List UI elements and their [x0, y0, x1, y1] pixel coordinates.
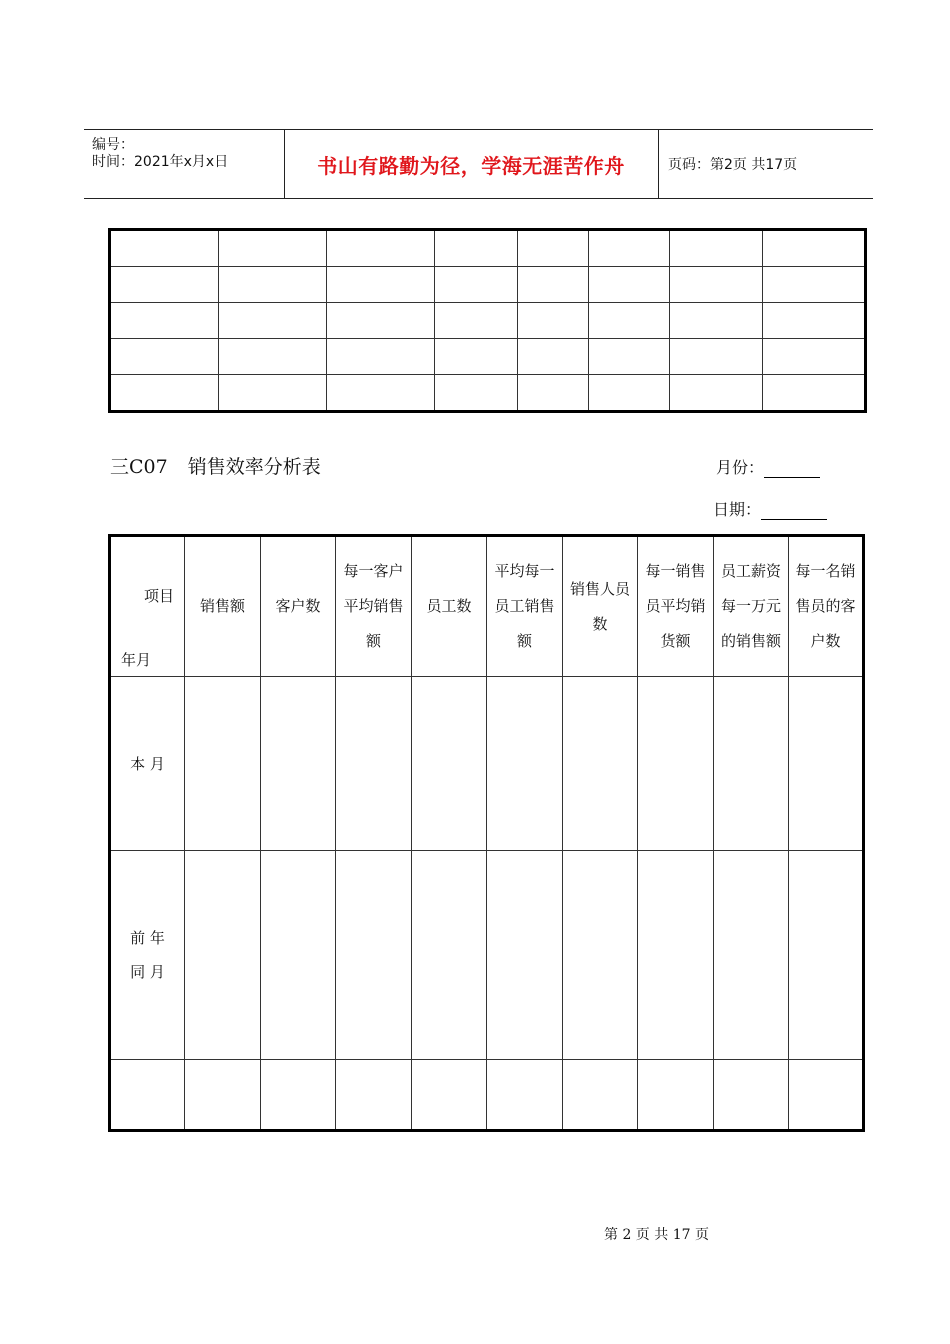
table-cell[interactable]: [435, 267, 518, 303]
column-header: 每一客户 平均销售 额: [336, 536, 412, 677]
column-header: 销售额: [185, 536, 261, 677]
section-code: 三C07: [110, 456, 168, 478]
table-cell[interactable]: [110, 230, 219, 267]
table-cell[interactable]: [327, 267, 435, 303]
table-cell[interactable]: [110, 339, 219, 375]
table-row: [110, 339, 866, 375]
table-cell[interactable]: [763, 303, 866, 339]
table-cell[interactable]: [638, 851, 714, 1060]
page-footer: 第 2 页 共 17 页: [604, 1227, 709, 1243]
table-cell[interactable]: [670, 303, 763, 339]
table-cell[interactable]: [670, 339, 763, 375]
table-row: [110, 375, 866, 412]
table-cell[interactable]: [638, 677, 714, 851]
table-cell[interactable]: [219, 230, 327, 267]
table-cell[interactable]: [327, 230, 435, 267]
sales-efficiency-table: [108, 534, 865, 1132]
column-header: 每一销售 员平均销 货额: [638, 536, 714, 677]
column-header: 员工数: [412, 536, 487, 677]
table-cell[interactable]: [110, 267, 219, 303]
table-cell[interactable]: [110, 375, 219, 412]
month-field: [716, 455, 820, 478]
row-label: [110, 677, 185, 851]
table-cell[interactable]: [435, 339, 518, 375]
row-label: [110, 851, 185, 1060]
table-cell[interactable]: [261, 677, 336, 851]
table-row: [110, 230, 866, 267]
table-cell[interactable]: [518, 267, 589, 303]
table-cell[interactable]: [327, 339, 435, 375]
table-cell[interactable]: [219, 303, 327, 339]
table-cell[interactable]: [336, 851, 412, 1060]
table-cell[interactable]: [435, 303, 518, 339]
table-cell[interactable]: [589, 303, 670, 339]
table-row: [110, 1060, 864, 1131]
table-cell[interactable]: [670, 267, 763, 303]
table-cell[interactable]: [763, 230, 866, 267]
date-label: 日期：: [713, 500, 762, 519]
table-row: [110, 677, 864, 851]
corner-top-label: 项目: [143, 587, 174, 605]
column-header: 每一名销 售员的客 户数: [789, 536, 864, 677]
table-cell[interactable]: [763, 375, 866, 412]
time-label: 时间：2021年x月x日: [92, 154, 229, 170]
table-cell[interactable]: [412, 851, 487, 1060]
table-cell[interactable]: [589, 230, 670, 267]
table-cell[interactable]: [327, 375, 435, 412]
header-motto: 书山有路勤为径，学海无涯苦作舟: [284, 130, 659, 198]
table-cell[interactable]: [518, 339, 589, 375]
table-cell[interactable]: [714, 1060, 789, 1131]
table-cell[interactable]: [336, 677, 412, 851]
table-cell[interactable]: [261, 851, 336, 1060]
table-cell[interactable]: [435, 230, 518, 267]
table-cell[interactable]: [435, 375, 518, 412]
table-cell[interactable]: [412, 677, 487, 851]
table-cell[interactable]: [563, 1060, 638, 1131]
table-cell[interactable]: [185, 677, 261, 851]
table-cell[interactable]: [219, 339, 327, 375]
table-cell[interactable]: [563, 677, 638, 851]
table-cell[interactable]: [714, 677, 789, 851]
table-row: [110, 303, 866, 339]
month-label: 月份：: [716, 458, 765, 477]
row-label-line: 本 月: [130, 754, 165, 773]
header-page-info: 页码：第2页 共17页: [668, 157, 798, 173]
table-cell[interactable]: [789, 1060, 864, 1131]
table-cell[interactable]: [110, 303, 219, 339]
previous-table-continuation: [108, 228, 867, 413]
table-cell[interactable]: [518, 230, 589, 267]
table-cell[interactable]: [487, 677, 563, 851]
table-cell[interactable]: [763, 267, 866, 303]
table-cell[interactable]: [185, 1060, 261, 1131]
date-field: [713, 497, 827, 520]
table-cell[interactable]: [185, 851, 261, 1060]
table-cell[interactable]: [789, 677, 864, 851]
date-blank[interactable]: [761, 501, 827, 520]
table-cell[interactable]: [487, 851, 563, 1060]
corner-cell: [110, 536, 185, 677]
section-name: 销售效率分析表: [187, 456, 321, 478]
table-cell[interactable]: [412, 1060, 487, 1131]
table-cell[interactable]: [487, 1060, 563, 1131]
table-row: [110, 267, 866, 303]
column-header: 平均每一 员工销售 额: [487, 536, 563, 677]
table-cell[interactable]: [563, 851, 638, 1060]
row-label-line: 同 月: [130, 963, 165, 981]
table-cell[interactable]: [336, 1060, 412, 1131]
table-cell[interactable]: [219, 267, 327, 303]
number-label: 编号：: [92, 137, 134, 153]
corner-bottom-label: 年月: [121, 651, 152, 669]
table-cell[interactable]: [261, 1060, 336, 1131]
table-cell[interactable]: [518, 375, 589, 412]
month-blank[interactable]: [764, 459, 820, 478]
row-label-line: 前 年: [130, 929, 165, 947]
row-label: [110, 1060, 185, 1131]
table-cell[interactable]: [638, 1060, 714, 1131]
table-cell[interactable]: [670, 375, 763, 412]
document-header: [84, 129, 873, 199]
table-row: [110, 851, 864, 1060]
header-meta: [84, 130, 285, 198]
table-cell[interactable]: [763, 339, 866, 375]
table-cell[interactable]: [789, 851, 864, 1060]
table-cell[interactable]: [219, 375, 327, 412]
table-cell[interactable]: [518, 303, 589, 339]
table-cell[interactable]: [589, 375, 670, 412]
column-header: 客户数: [261, 536, 336, 677]
column-header: 销售人员 数: [563, 536, 638, 677]
table-cell[interactable]: [670, 230, 763, 267]
table-cell[interactable]: [589, 339, 670, 375]
column-header: 员工薪资 每一万元 的销售额: [714, 536, 789, 677]
section-title: [110, 452, 321, 479]
table-cell[interactable]: [714, 851, 789, 1060]
table-cell[interactable]: [589, 267, 670, 303]
table-cell[interactable]: [327, 303, 435, 339]
